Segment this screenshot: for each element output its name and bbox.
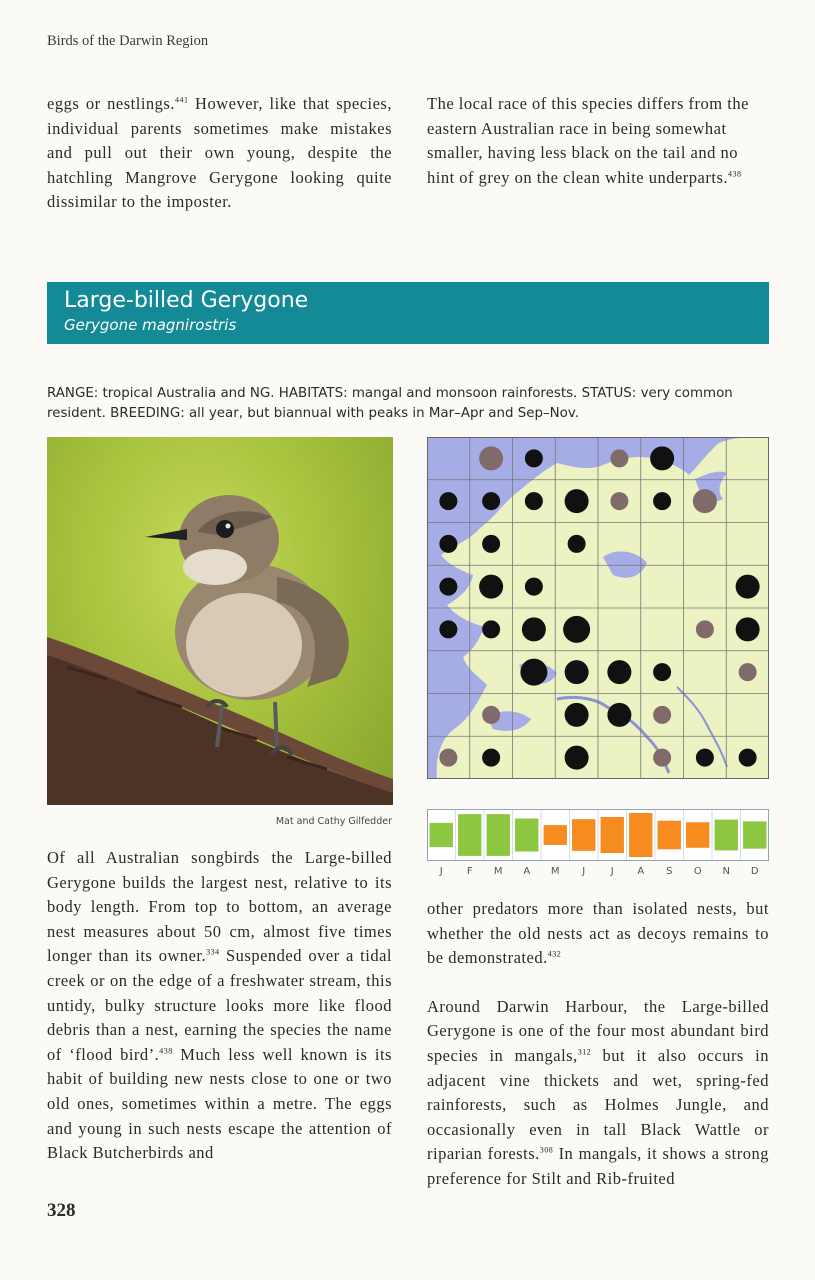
bar-9 (658, 821, 681, 850)
month-label: F (466, 866, 473, 877)
map-record-dot-black (479, 575, 503, 599)
body-right-text-d: In mangals, it shows a strong preference for Stilt and Rib-fruited (427, 1144, 770, 1188)
body-left-column (47, 846, 392, 1166)
body-right-text-a: other predators more than isolated nests, but whether the old nests act as decoys remains to be demonstrated. (427, 899, 769, 968)
bar-3 (487, 814, 510, 856)
map-record-dot-black (525, 492, 543, 510)
map-record-dot-grey (739, 663, 757, 681)
intro-right-paragraph (427, 92, 769, 190)
distribution-map (427, 437, 769, 779)
intro-left-text-b: However, like that species, individual parents sometimes make mistakes and pull out their own young, despite the hatchling Mangrove Gerygone looking quite dissimilar to the imposter. (47, 94, 392, 212)
map-record-dot-black (520, 659, 547, 686)
body-right-paragraph-2 (427, 995, 769, 1192)
map-record-dot-black (653, 663, 671, 681)
month-label: J (610, 866, 614, 877)
map-record-dot-grey (653, 749, 671, 767)
body-left-text-c: Much less well known is its habit of building new nests close to one or two old ones, sometimes within a metre. The eggs and young in such nests escape the attention of Black Butcherbirds and (47, 1044, 392, 1163)
body-right-paragraph-1 (427, 897, 769, 971)
citation-ref: 334 (206, 947, 220, 957)
map-record-dot-black (653, 492, 671, 510)
map-record-dot-grey (653, 706, 671, 724)
bar-11 (715, 820, 738, 851)
citation-ref: 312 (577, 1047, 592, 1057)
monthly-bar-chart (427, 809, 769, 861)
month-label: S (666, 866, 673, 877)
map-record-dot-black (607, 660, 631, 684)
intro-left-paragraph (47, 92, 392, 215)
intro-right-text: The local race of this species differs from the eastern Australian race in being somewhat smaller, having less black on the tail and no hint of grey on the clean white underparts. (427, 94, 749, 187)
bar-5 (544, 825, 567, 845)
map-record-dot-grey (693, 489, 717, 513)
species-scientific-name: Gerygone magnirostris (64, 316, 237, 334)
bar-1 (430, 823, 453, 847)
page-number: 328 (47, 1200, 76, 1221)
map-record-dot-black (482, 620, 500, 638)
map-record-dot-black (565, 660, 589, 684)
month-label: M (493, 866, 503, 877)
map-record-dot-grey (479, 446, 503, 470)
bar-10 (686, 822, 709, 848)
month-label: O (693, 866, 702, 877)
citation-ref: 441 (174, 95, 189, 105)
map-record-dot-black (736, 575, 760, 599)
citation-ref: 438 (728, 169, 742, 179)
month-label: A (523, 866, 531, 877)
body-right-text-c: but it also occurs in adjacent vine thickets and wet, spring-fed rainforests, such as Holmes Jungle, and occasionally even in tall Black Wattle or riparian forests. (427, 1045, 769, 1164)
map-record-dot-black (439, 620, 457, 638)
month-label: J (439, 866, 443, 877)
map-record-dot-black (439, 578, 457, 596)
citation-ref: 432 (547, 949, 562, 959)
map-record-dot-grey (696, 620, 714, 638)
month-label: A (637, 866, 645, 877)
map-record-dot-black (482, 492, 500, 510)
map-record-dot-black (482, 749, 500, 767)
month-label: J (582, 866, 586, 877)
bar-12 (743, 821, 766, 848)
map-record-dot-black (565, 489, 589, 513)
map-record-dot-black (650, 446, 674, 470)
photo-credit: Mat and Cathy Gilfedder (275, 816, 392, 827)
intro-right-column (427, 92, 769, 190)
bar-7 (601, 817, 624, 853)
body-left-text-a: Of all Australian songbirds the Large-billed Gerygone builds the largest nest, relative to its body length. From top to bottom, an average nest measures about 50 cm, almost five times longer than its owner. (47, 848, 392, 966)
map-record-dot-grey (610, 492, 628, 510)
map-record-dot-black (525, 449, 543, 467)
species-range-status: RANGE: tropical Australia and NG. HABITATS: mangal and monsoon rainforests. STATUS: very common resident. BREEDING: all year, but biannual with peaks in Mar–Apr and Sep–Nov. (47, 386, 733, 421)
map-record-dot-grey (439, 749, 457, 767)
map-record-dot-black (736, 617, 760, 641)
bar-8 (629, 813, 652, 857)
map-record-dot-grey (482, 706, 500, 724)
map-record-dot-black (607, 703, 631, 727)
month-label: M (550, 866, 560, 877)
citation-ref: 438 (159, 1046, 173, 1056)
intro-left-text-a: eggs or nestlings. (47, 94, 175, 113)
month-label: N (722, 866, 730, 877)
bird-photo (47, 437, 393, 805)
running-head: Birds of the Darwin Region (47, 33, 209, 49)
month-label: D (750, 866, 759, 877)
body-left-paragraph (47, 846, 392, 1166)
map-record-dot-black (482, 535, 500, 553)
map-record-dot-black (563, 616, 590, 643)
map-record-dot-black (439, 492, 457, 510)
bar-2 (458, 814, 481, 856)
species-common-name: Large-billed Gerygone (64, 288, 309, 313)
map-record-dot-black (439, 535, 457, 553)
map-record-dot-black (568, 535, 586, 553)
bar-4 (515, 819, 538, 852)
map-record-dot-black (696, 749, 714, 767)
species-banner (47, 282, 769, 344)
bar-6 (572, 819, 595, 851)
map-record-dot-grey (610, 449, 628, 467)
map-record-dot-black (522, 617, 546, 641)
map-record-dot-black (565, 703, 589, 727)
month-labels (427, 866, 769, 882)
citation-ref: 308 (539, 1145, 554, 1155)
map-record-dot-black (739, 749, 757, 767)
body-right-text-b: Around Darwin Harbour, the Large-billed Gerygone is one of the four most abundant bird species in mangals, (427, 996, 769, 1065)
intro-left-column (47, 92, 392, 215)
body-left-text-b: Suspended over a tidal creek or on the edge of a freshwater stream, this untidy, bulky structure looks more like flood debris than a nest, earning the species the name of ‘flood bird’. (47, 946, 392, 1064)
map-record-dot-black (565, 746, 589, 770)
body-right-column (427, 897, 769, 1192)
map-record-dot-black (525, 578, 543, 596)
